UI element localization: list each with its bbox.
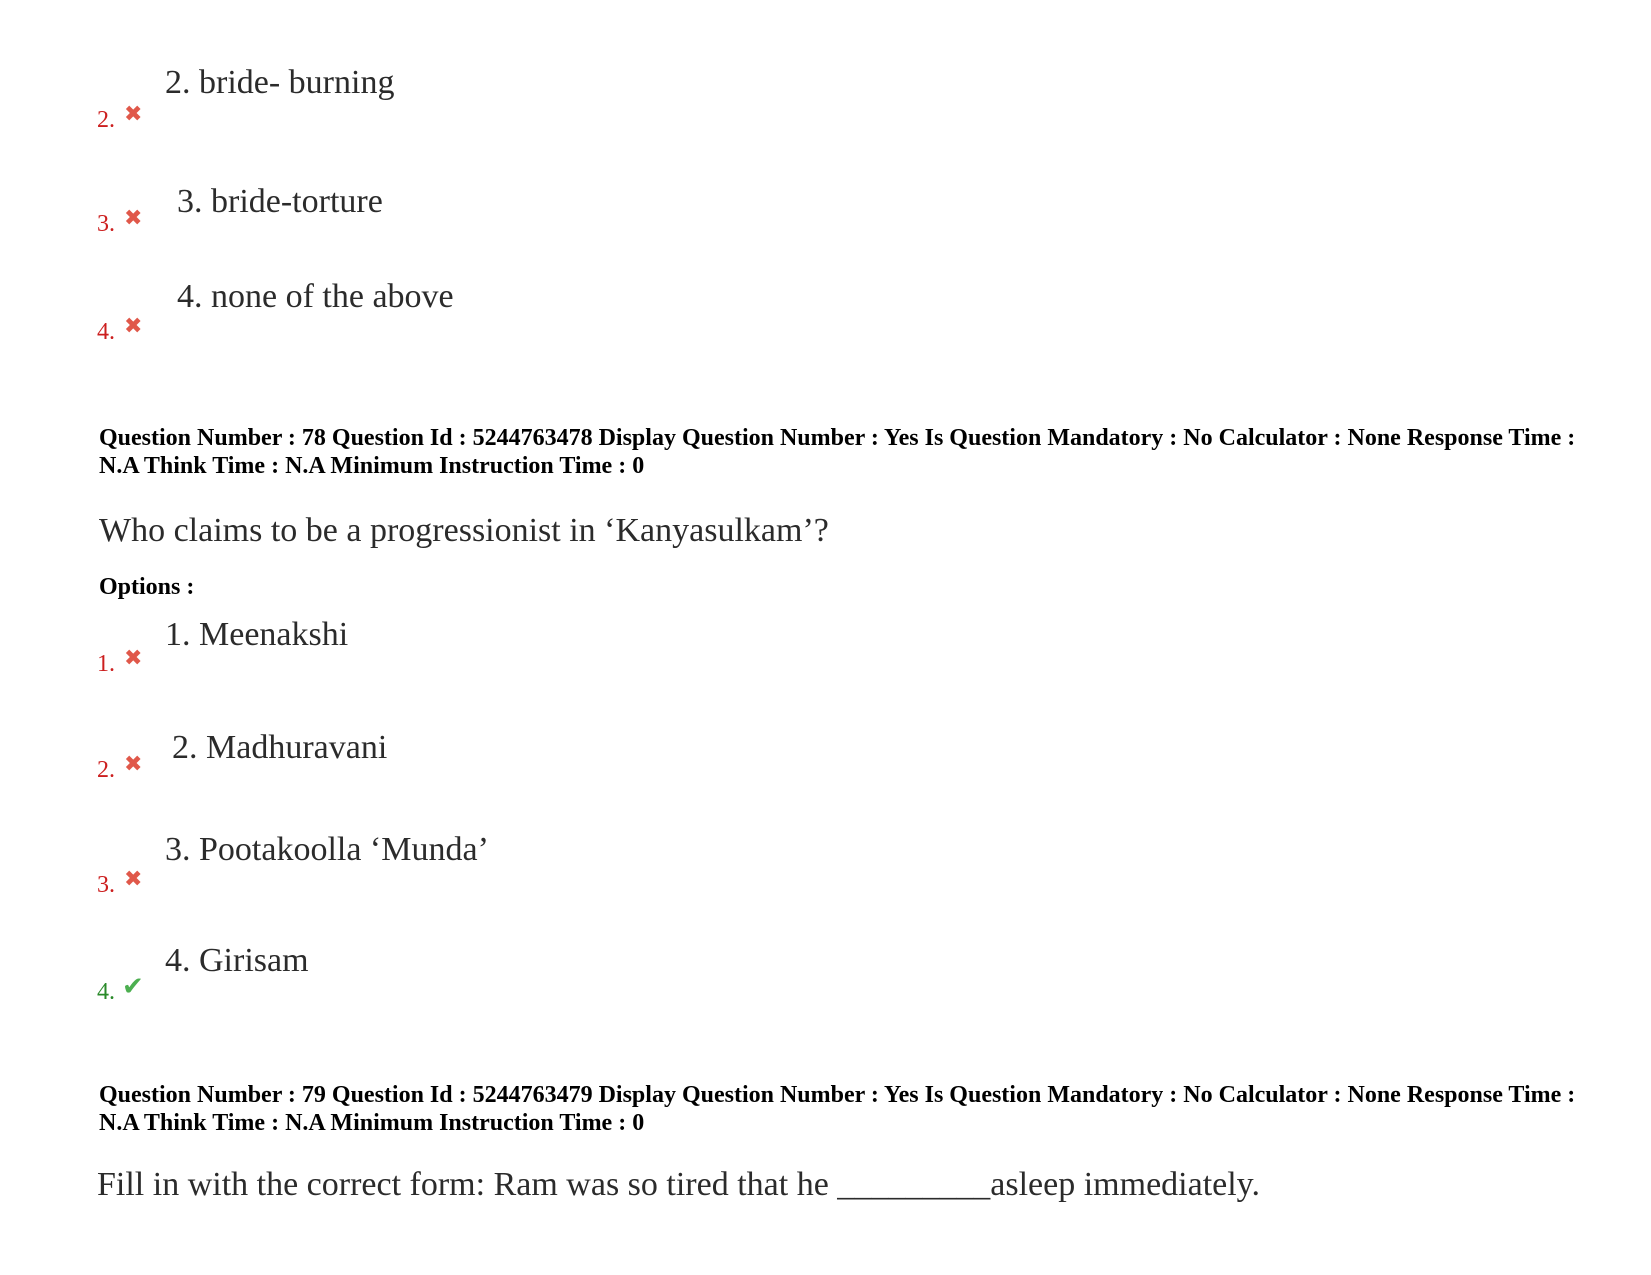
option-text: 2. Madhuravani — [172, 729, 388, 766]
option-text: 4. Girisam — [165, 942, 309, 979]
option-number: 3. — [97, 872, 115, 898]
correct-icon: ✔ — [122, 972, 144, 1002]
wrong-icon: ✖ — [124, 206, 143, 231]
option-text: 4. none of the above — [177, 278, 454, 315]
wrong-icon: ✖ — [124, 314, 143, 339]
option-text: 1. Meenakshi — [165, 616, 349, 653]
option-number: 2. — [97, 107, 115, 133]
option-number: 4. — [97, 319, 115, 345]
option-number: 3. — [97, 211, 115, 237]
question-meta: Question Number : 79 Question Id : 5244763479 Display Question Number : Yes Is Question Mandatory : No Calculator : None Response Time : N.A Think Time : N.A Minimum Instruction Time : 0 — [99, 1082, 1576, 1136]
question-text: Fill in with the correct form: Ram was so tired that he _________asleep immediately. — [97, 1166, 1260, 1203]
option-number: 2. — [97, 757, 115, 783]
option-number: 1. — [97, 651, 115, 677]
option-text: 3. Pootakoolla ‘Munda’ — [165, 831, 489, 868]
wrong-icon: ✖ — [124, 646, 143, 671]
question-meta: Question Number : 78 Question Id : 5244763478 Display Question Number : Yes Is Question Mandatory : No Calculator : None Response Time : N.A Think Time : N.A Minimum Instruction Time : 0 — [99, 425, 1576, 479]
option-text: 3. bride-torture — [177, 183, 383, 220]
option-number: 4. — [97, 979, 115, 1005]
options-label: Options : — [99, 574, 195, 600]
option-text: 2. bride- burning — [165, 64, 395, 101]
wrong-icon: ✖ — [124, 102, 143, 127]
wrong-icon: ✖ — [124, 752, 143, 777]
wrong-icon: ✖ — [124, 867, 143, 892]
question-text: Who claims to be a progressionist in ‘Kanyasulkam’? — [99, 512, 829, 549]
